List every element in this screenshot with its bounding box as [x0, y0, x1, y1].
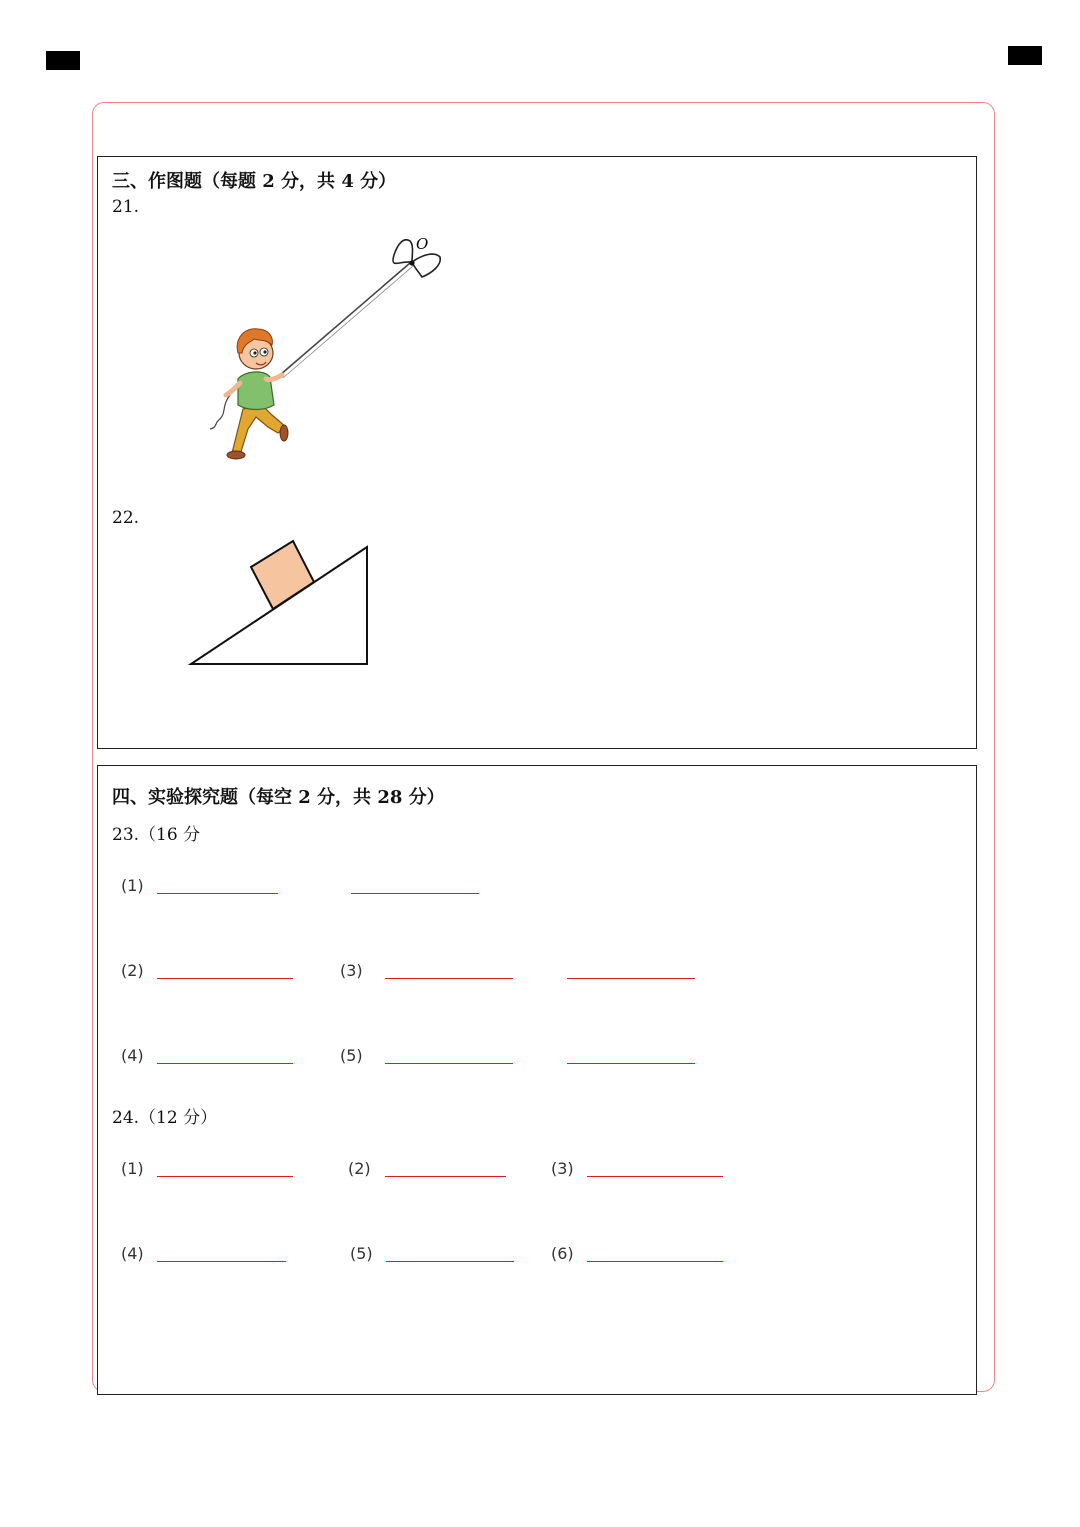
q24-answer-line-4[interactable] [157, 1261, 286, 1262]
q24-blank-label-3: (3) [551, 1159, 574, 1178]
q24-answer-line-6[interactable] [587, 1261, 723, 1262]
q24-answer-line-3[interactable] [587, 1176, 723, 1177]
question-23-number: 23.（16 分 [112, 825, 201, 845]
kite-label-o: O [416, 235, 429, 253]
q23-blank-label-3: (3) [340, 961, 363, 980]
q24-blank-label-6: (6) [551, 1244, 574, 1263]
q23-answer-line-1b[interactable] [351, 893, 479, 894]
section-drawing-title: 三、作图题（每题 2 分，共 4 分） [112, 171, 397, 192]
q24-blank-label-5: (5) [350, 1244, 373, 1263]
q24-answer-line-2[interactable] [385, 1176, 506, 1177]
alignment-mark-right [1008, 46, 1042, 65]
q23-answer-line-4[interactable] [157, 1063, 293, 1064]
q24-answer-line-5[interactable] [386, 1261, 514, 1262]
q23-answer-line-5b[interactable] [567, 1063, 695, 1064]
q23-blank-label-2: (2) [121, 961, 144, 980]
q23-answer-line-3a[interactable] [385, 978, 513, 979]
q23-answer-line-2[interactable] [157, 978, 293, 979]
q23-blank-label-5: (5) [340, 1046, 363, 1065]
q23-answer-line-3b[interactable] [567, 978, 695, 979]
q23-answer-line-5a[interactable] [385, 1063, 513, 1064]
q23-blank-label-1: (1) [121, 876, 144, 895]
section-experiment [97, 765, 977, 1395]
incline-block-diagram [98, 157, 978, 750]
q23-blank-label-4: (4) [121, 1046, 144, 1065]
question-22-number: 22. [112, 508, 140, 528]
q23-answer-line-1a[interactable] [157, 893, 278, 894]
question-24-number: 24.（12 分） [112, 1108, 218, 1128]
alignment-mark-left [46, 51, 80, 70]
section-drawing [97, 156, 977, 749]
q24-blank-label-1: (1) [121, 1159, 144, 1178]
section-experiment-title: 四、实验探究题（每空 2 分，共 28 分） [112, 787, 445, 808]
q24-blank-label-2: (2) [348, 1159, 371, 1178]
q24-blank-label-4: (4) [121, 1244, 144, 1263]
q24-answer-line-1[interactable] [157, 1176, 293, 1177]
question-21-number: 21. [112, 197, 140, 217]
